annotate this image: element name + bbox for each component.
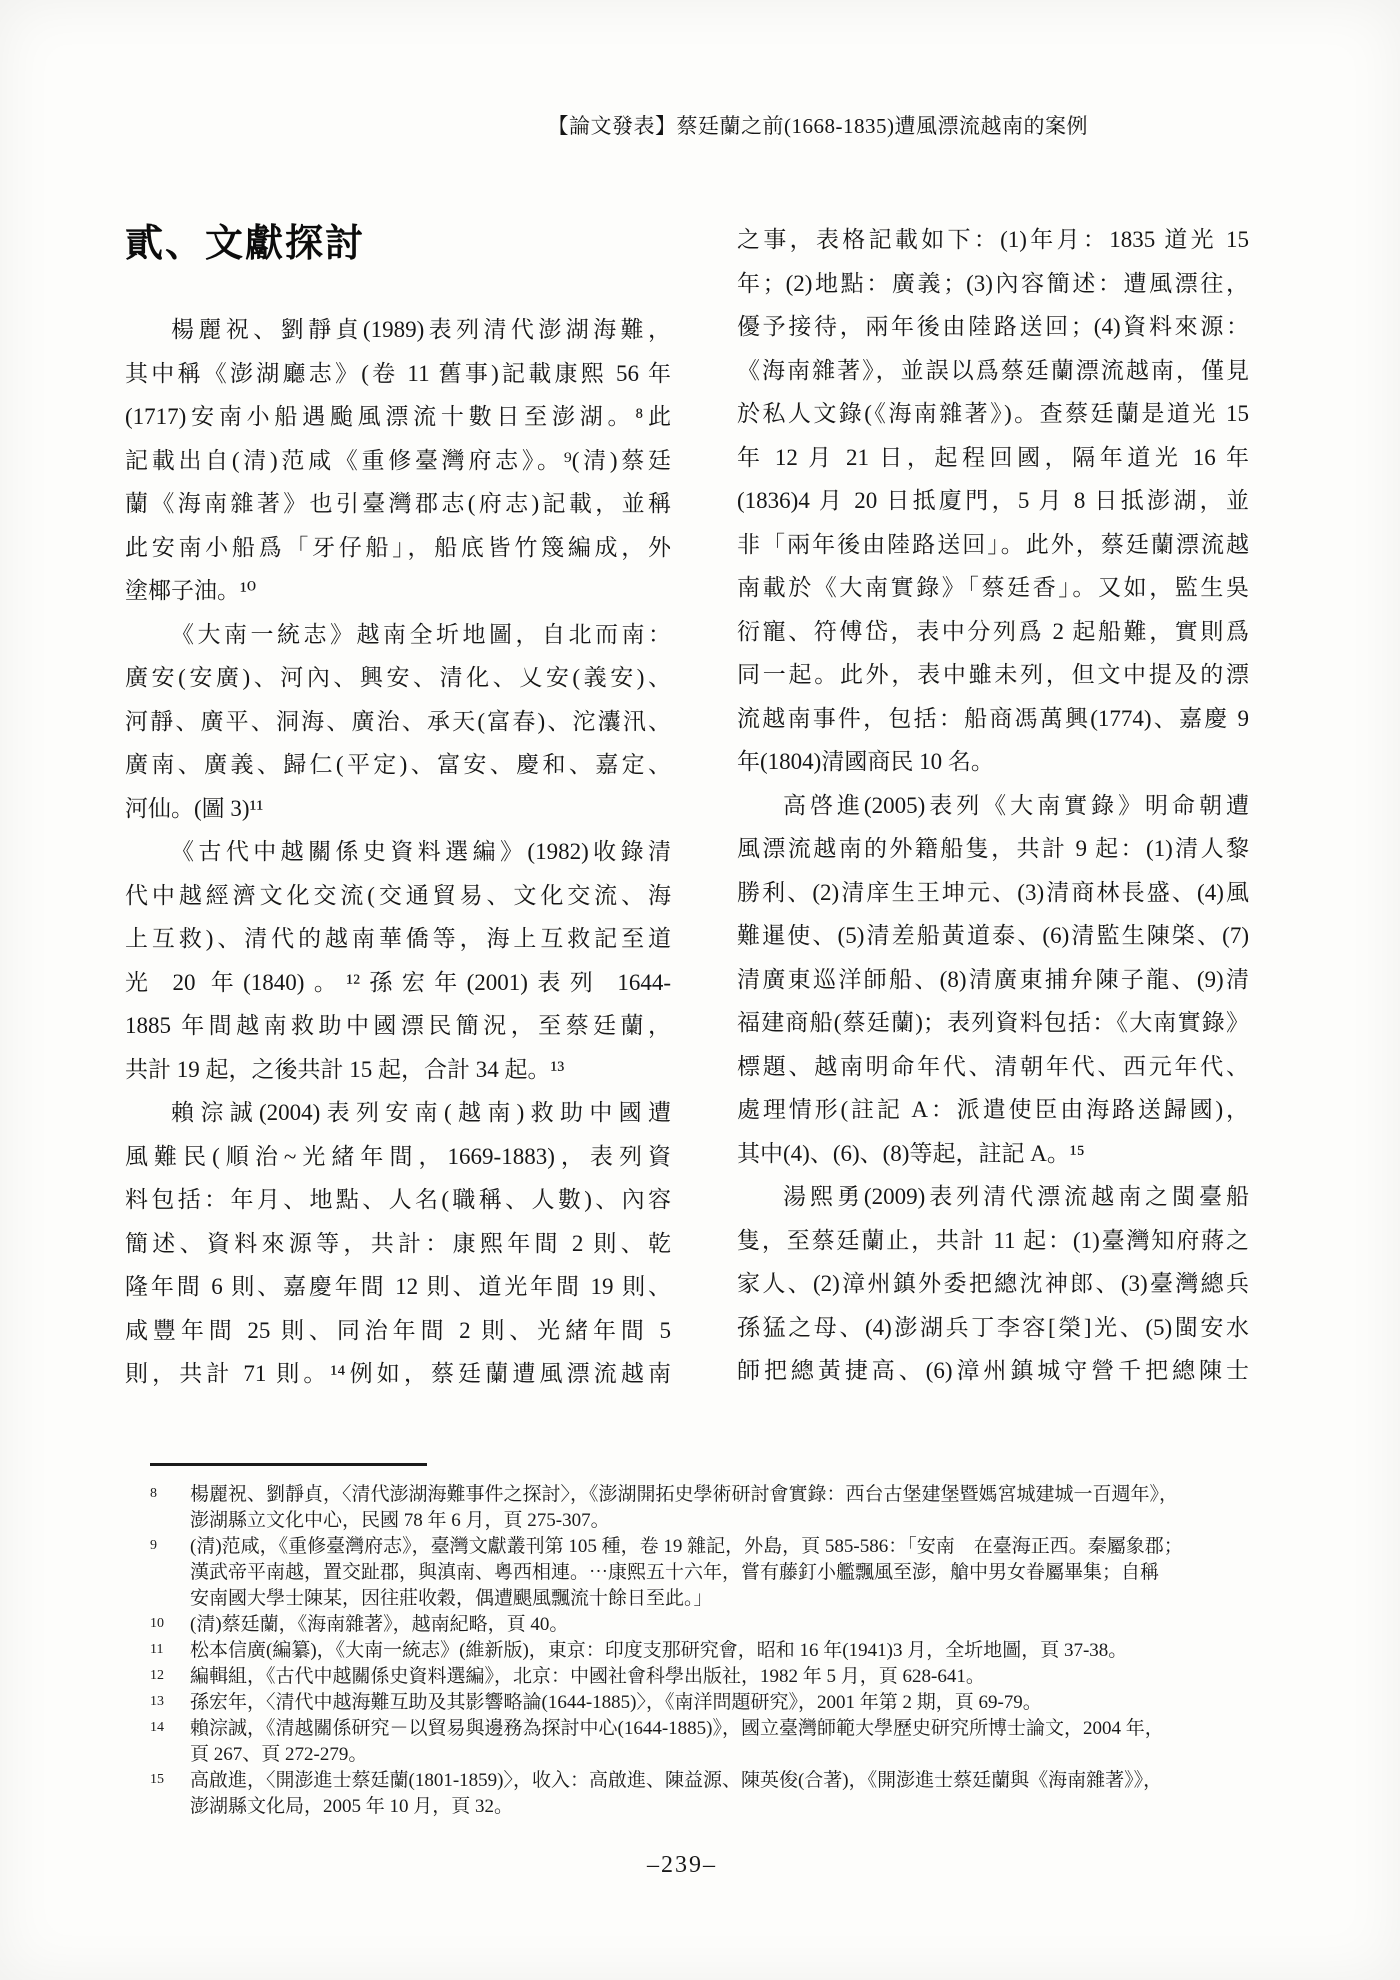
text-line: 蘭《海南雜著》也引臺灣郡志(府志)記載，並稱: [125, 491, 671, 516]
text-line: 孫猛之母、(4)澎湖兵丁李容[榮]光、(5)閩安水: [737, 1314, 1249, 1340]
footnote: [150, 1690, 1216, 1716]
footnote-line: 澎湖縣立文化中心，民國 78 年 6 月，頁 275-307。: [190, 1510, 610, 1531]
text-line: 高啓進(2005)表列《大南實錄》明命朝遭: [783, 792, 1249, 818]
text-line: 師把總黃捷高、(6)漳州鎮城守營千把總陳士: [737, 1358, 1249, 1383]
text-line: 年；(2)地點：廣義；(3)內容簡述：遭風漂往，: [737, 270, 1249, 296]
footnote-number: 9: [150, 1538, 157, 1553]
footnote: [150, 1534, 1216, 1612]
text-line: 1885 年間越南救助中國漂民簡況，至蔡廷蘭，: [125, 1013, 671, 1038]
text-line: 記載出自(清)范咸《重修臺灣府志》。⁹(清)蔡廷: [125, 447, 671, 473]
text-line: 勝利、(2)清庠生王坤元、(3)清商林長盛、(4)風: [737, 879, 1249, 905]
text-line: 非「兩年後由陸路送回」。此外，蔡廷蘭漂流越: [737, 531, 1249, 557]
footnote-line: 賴淙誠，《清越關係研究－以貿易與邊務為探討中心(1644-1885)》，國立臺灣師範大學歷史研究所博士論文，2004 年，: [190, 1718, 1164, 1739]
footnote-line: 楊麗祝、劉靜貞，〈清代澎湖海難事件之探討〉，《澎湖開拓史學術研討會實錄：西台古堡建堡暨媽宮城建城一百週年》，: [190, 1484, 1179, 1505]
text-line: 南載於《大南實錄》「蔡廷香」。又如，監生吳: [737, 575, 1249, 600]
text-line: 衍寵、符傅岱，表中分列爲 2 起船難，實則爲: [737, 618, 1249, 644]
footnote: [150, 1638, 1216, 1664]
text-line: 共計 19 起，之後共計 15 起，合計 34 起。¹³: [125, 1056, 565, 1082]
page-number: –239–: [647, 1852, 717, 1878]
footnote-number: 15: [150, 1772, 164, 1787]
text-line: 風難民(順治~光緒年間，1669-1883)，表列資: [125, 1143, 671, 1169]
footnote-number: 14: [150, 1720, 164, 1735]
footnote: [150, 1768, 1216, 1820]
text-line: 福建商船(蔡廷蘭)；表列資料包括：《大南實錄》: [737, 1010, 1249, 1035]
text-line: 《古代中越關係史資料選編》(1982)收錄清: [171, 839, 671, 864]
text-line: 之事，表格記載如下：(1)年月：1835 道光 15: [737, 227, 1249, 252]
footnote-number: 10: [150, 1616, 164, 1631]
footnote-line: 澎湖縣文化局，2005 年 10 月，頁 32。: [190, 1796, 514, 1817]
footnote: [150, 1482, 1216, 1534]
text-line: 上互救)、清代的越南華僑等，海上互救記至道: [125, 926, 671, 951]
text-line: 於私人文錄(《海南雜著》)。查蔡廷蘭是道光 15: [737, 401, 1249, 426]
text-line: 《大南一統志》越南全圻地圖，自北而南：: [171, 621, 671, 647]
text-line: 標題、越南明命年代、清朝年代、西元年代、: [737, 1053, 1249, 1079]
text-line: 河仙。(圖 3)¹¹: [125, 795, 264, 821]
running-header: 【論文發表】蔡廷蘭之前(1668-1835)遭風漂流越南的案例: [547, 114, 1088, 138]
left-column: [125, 308, 671, 1396]
footnote-number: 12: [150, 1668, 164, 1683]
footnote-number: 13: [150, 1694, 164, 1709]
text-line: 《海南雜著》，並誤以爲蔡廷蘭漂流越南，僅見: [737, 357, 1249, 383]
text-line: 咸豐年間 25 則、同治年間 2 則、光緒年間 5: [125, 1317, 671, 1343]
footnote-line: 高啟進，〈開澎進士蔡廷蘭(1801-1859)〉，收入：高啟進、陳益源、陳英俊(合著)，《開澎進士蔡廷蘭與《海南雜著》》，: [190, 1770, 1163, 1791]
text-line: (1717)安南小船遇颱風漂流十數日至澎湖。⁸此: [125, 404, 671, 429]
text-line: 代中越經濟文化交流(交通貿易、文化交流、海: [125, 882, 671, 908]
text-line: 年(1804)清國商民 10 名。: [737, 749, 994, 774]
footnote-number: 8: [150, 1486, 157, 1501]
text-line: 難暹使、(5)清差船黃道泰、(6)清監生陳棨、(7): [737, 923, 1249, 948]
text-line: 優予接待，兩年後由陸路送回；(4)資料來源：: [737, 314, 1249, 339]
footnote-line: 頁 267、頁 272-279。: [190, 1744, 368, 1765]
footnote: [150, 1612, 1216, 1638]
text-line: 隆年間 6 則、嘉慶年間 12 則、道光年間 19 則、: [125, 1274, 671, 1299]
text-line: 楊麗祝、劉靜貞(1989)表列清代澎湖海難，: [171, 317, 671, 342]
text-line: 簡述、資料來源等，共計：康熙年間 2 則、乾: [125, 1230, 671, 1256]
footnote-line: 安南國大學士陳某，因往莊收穀，偶遭颶風飄流十餘日至此。」: [190, 1588, 713, 1609]
text-line: 塗椰子油。¹⁰: [125, 578, 257, 603]
footnote-line: (清)范咸，《重修臺灣府志》，臺灣文獻叢刊第 105 種，卷 19 雜記，外島，頁 585-586：「安南 在臺海正西。秦屬象郡；: [190, 1536, 1183, 1557]
text-line: 同一起。此外，表中雖未列，但文中提及的漂: [737, 662, 1249, 687]
section-heading: 貳、文獻探討: [125, 223, 366, 265]
footnote: [150, 1664, 1216, 1690]
footnote-separator: [150, 1463, 427, 1466]
right-column: [737, 218, 1249, 1393]
text-line: 風漂流越南的外籍船隻，共計 9 起：(1)清人黎: [737, 836, 1249, 861]
text-line: 年 12 月 21 日，起程回國，隔年道光 16 年: [737, 444, 1249, 470]
text-line: 廣安(安廣)、河內、興安、清化、乂安(義安)、: [125, 665, 671, 690]
text-line: 流越南事件，包括：船商馮萬興(1774)、嘉慶 9: [737, 705, 1249, 731]
text-line: 河靜、廣平、洞海、廣治、承天(富春)、沱灢汛、: [125, 708, 671, 734]
footnote-line: 漢武帝平南越，置交趾郡，與滇南、粵西相連。⋯康熙五十六年，嘗有藤釘小艦飄風至澎，艙中男女眷屬畢集；自稱: [190, 1562, 1160, 1583]
text-line: 廣南、廣義、歸仁(平定)、富安、慶和、嘉定、: [125, 752, 671, 777]
text-line: 此安南小船爲「牙仔船」，船底皆竹篾編成，外: [125, 534, 671, 560]
text-line: 其中稱《澎湖廳志》(卷 11 舊事)記載康熙 56 年: [125, 360, 671, 386]
footnote-number: 11: [150, 1642, 164, 1657]
text-line: (1836)4 月 20 日抵廈門，5 月 8 日抵澎湖，並: [737, 488, 1249, 513]
footnote-line: 編輯組，《古代中越關係史資料選編》，北京：中國社會科學出版社，1982 年 5 月，頁 628-641。: [190, 1666, 985, 1687]
text-line: 則，共計 71 則。¹⁴例如，蔡廷蘭遭風漂流越南: [125, 1361, 671, 1386]
text-line: 賴淙誠(2004)表列安南(越南)救助中國遭: [171, 1100, 671, 1125]
text-line: 清廣東巡洋師船、(8)清廣東捕弁陳子龍、(9)清: [737, 966, 1249, 992]
footnote-line: 松本信廣(編纂)，《大南一統志》(維新版)，東京：印度支那研究會，昭和 16 年(1941)3 月，全圻地圖，頁 37-38。: [190, 1640, 1128, 1661]
text-line: 其中(4)、(6)、(8)等起，註記 A。¹⁵: [737, 1140, 1085, 1166]
text-line: 料包括：年月、地點、人名(職稱、人數)、內容: [125, 1187, 671, 1212]
text-line: 隻，至蔡廷蘭止，共計 11 起：(1)臺灣知府蔣之: [737, 1227, 1249, 1253]
footnotes-section: [150, 1482, 1216, 1820]
text-line: 處理情形(註記 A：派遣使臣由海路送歸國)，: [737, 1097, 1249, 1122]
footnote-line: 孫宏年，〈清代中越海難互助及其影響略論(1644-1885)〉，《南洋問題研究》，2001 年第 2 期，頁 69-79。: [190, 1692, 1042, 1713]
text-line: 湯熙勇(2009)表列清代漂流越南之閩臺船: [783, 1184, 1249, 1209]
text-line: 家人、(2)漳州鎮外委把總沈神郎、(3)臺灣總兵: [737, 1271, 1249, 1296]
footnote: [150, 1716, 1216, 1768]
text-line: 光 20 年(1840)。¹²孫宏年(2001)表列 1644-: [125, 969, 671, 995]
footnote-line: (清)蔡廷蘭，《海南雜著》，越南紀略，頁 40。: [190, 1614, 569, 1635]
